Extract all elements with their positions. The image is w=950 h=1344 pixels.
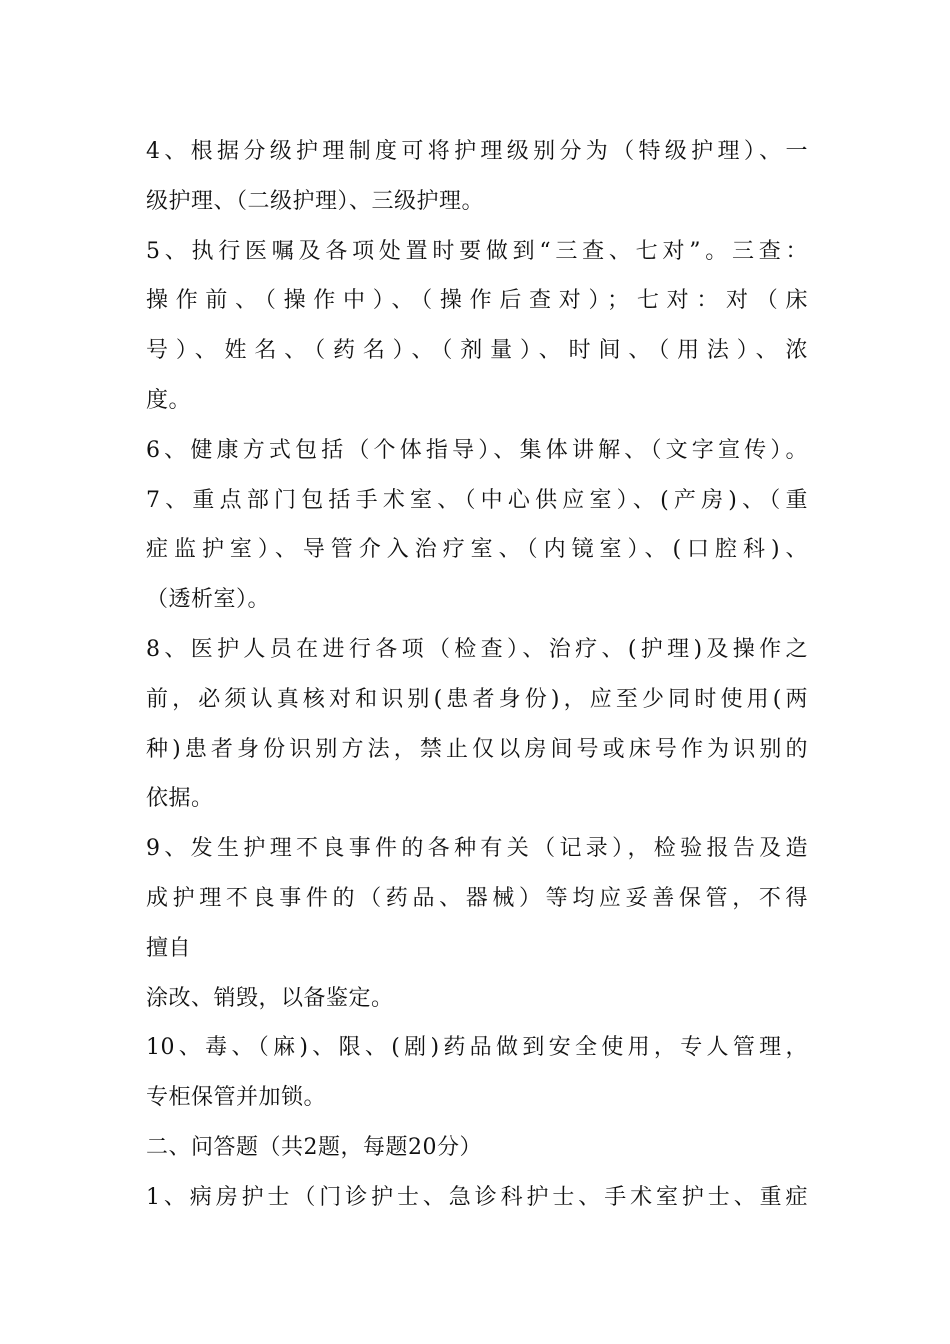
text-line: 前，必须认真核对和识别(患者身份)，应至少同时使用(两: [146, 686, 808, 712]
text-line: 9、发生护理不良事件的各种有关（记录），检验报告及造: [146, 836, 808, 862]
text-line: 10、毒、（麻)、限、(剧)药品做到安全使用，专人管理，: [146, 1035, 808, 1061]
text-line: 1、病房护士（门诊护士、急诊科护士、手术室护士、重症: [146, 1184, 808, 1210]
text-line: 依据。: [146, 786, 214, 812]
text-line: 度。: [146, 387, 192, 413]
text-line: 6、健康方式包括（个体指导）、集体讲解、（文字宣传）。: [146, 437, 808, 463]
text-line: 专柜保管并加锁。: [146, 1085, 327, 1111]
text-line: 成护理不良事件的（药品、器械）等均应妥善保管，不得: [146, 885, 808, 911]
text-line: 擅自: [146, 935, 192, 961]
text-line: 级护理、（二级护理）、三级护理。: [146, 188, 485, 214]
text-line: 种)患者身份识别方法，禁止仅以房间号或床号作为识别的: [146, 736, 808, 762]
text-line: 8、医护人员在进行各项（检查）、治疗、(护理)及操作之: [146, 636, 808, 662]
text-line: 5、执行医嘱及各项处置时要做到“三查、七对”。三查：: [146, 238, 808, 264]
text-line: 4、根据分级护理制度可将护理级别分为（特级护理）、一: [146, 139, 808, 164]
text-line: 症监护室）、导管介入治疗室、（内镜室）、(口腔科)、: [146, 537, 808, 563]
document-body: [146, 127, 808, 1223]
section-heading: 二、问答题（共2题，每题20分）: [146, 1134, 482, 1160]
text-line: 涂改、销毁，以备鉴定。: [146, 985, 394, 1011]
text-line: （透析室）。: [146, 587, 271, 613]
text-line: 操作前、（操作中）、（操作后查对）；七对：对（床: [146, 288, 808, 314]
text-line: 号）、姓名、（药名）、（剂量）、时间、（用法）、浓: [146, 338, 808, 364]
text-line: 7、重点部门包括手术室、（中心供应室）、(产房)、（重: [146, 487, 808, 513]
